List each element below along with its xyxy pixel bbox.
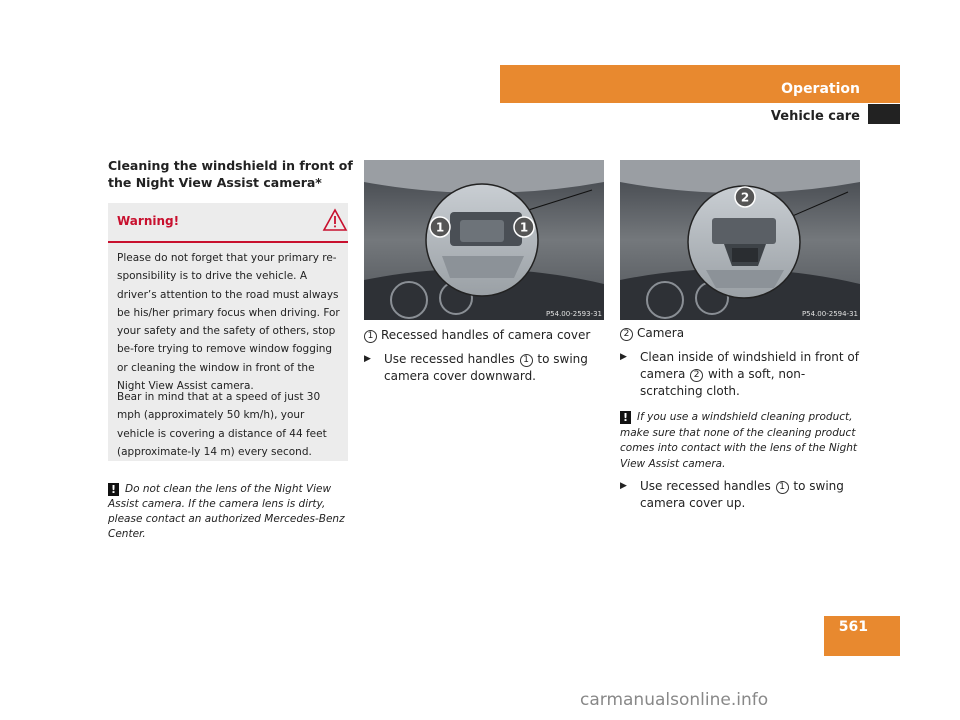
figure-1-callout-right: 1 (519, 220, 529, 235)
step-arrow-icon: ▶ (620, 352, 627, 362)
step-text-part: Use recessed handles (384, 352, 515, 366)
note-cleaning-product (620, 410, 865, 472)
step-text-part: to swing camera cover downward. (384, 352, 588, 383)
step-text-part: Clean inside of windshield in front of camera (640, 350, 859, 381)
header-marker (868, 104, 900, 124)
warning-label: Warning! (117, 214, 180, 228)
callout-number: 2 (620, 328, 633, 341)
figure-2-callout: 2 (740, 190, 750, 205)
warning-divider (108, 241, 348, 243)
step-swing-up (620, 478, 865, 512)
figure-2-illustration (620, 160, 860, 320)
step-text (640, 349, 865, 400)
callout-number: 1 (776, 481, 789, 494)
note-camera-lens (108, 482, 353, 542)
step-arrow-icon: ▶ (620, 481, 627, 491)
warning-text-2: Bear in mind that at a speed of just 30 mph (approximately 50 km/h), your vehicle is covering a distance of 44 feet (approximate-ly 14 m) every second. (117, 391, 327, 458)
step-text-part: to swing camera cover up. (640, 479, 844, 510)
callout-number: 2 (690, 369, 703, 382)
caption-text: Camera (637, 326, 685, 340)
section-heading: Cleaning the windshield in front of the Night View Assist camera* (108, 158, 353, 190)
step-arrow-icon: ▶ (364, 354, 371, 364)
watermark[interactable]: carmanualsonline.info (580, 690, 769, 710)
callout-number: 1 (520, 354, 533, 367)
note-text: Do not clean the lens of the Night View Assist camera. If the camera lens is dirty, please contact an authorized Mercedes-Benz Center. (108, 483, 345, 540)
caption-item-1 (364, 327, 609, 343)
exclamation-icon: ! (620, 411, 631, 424)
warning-text-1: Please do not forget that your primary re-sponsibility is to drive the vehicle. A driver’s attention to the road must always be his/her primary focus when driving. For your safety and the safety of others, stop be-fore trying to remove window fogging or cleaning the window in front of the Night View Assist camera. (117, 252, 340, 393)
figure-2-code: P54.00-2594-31 (801, 310, 858, 318)
note-text: If you use a windshield cleaning product, make sure that none of the cleaning product comes into contact with the lens of the Night View Assist camera. (620, 411, 858, 470)
figure-1-illustration (364, 160, 604, 320)
callout-number: 1 (364, 330, 377, 343)
exclamation-icon: ! (108, 483, 119, 496)
step-swing-down (364, 351, 604, 385)
step-text (384, 351, 604, 385)
step-text (640, 478, 865, 512)
step-text-part: Use recessed handles (640, 479, 771, 493)
figure-1-callout-left: 1 (435, 220, 445, 235)
caption-item-2 (620, 325, 865, 341)
step-text-part: with a soft, non-scratching cloth. (640, 367, 806, 398)
warning-triangle-icon (322, 208, 348, 232)
section-title: Operation (781, 81, 860, 97)
subsection-title: Vehicle care (770, 109, 860, 124)
figure-camera-cover (364, 160, 604, 320)
page-number: 561 (838, 619, 868, 635)
step-clean-windshield (620, 349, 865, 400)
caption-text: Recessed handles of camera cover (381, 328, 591, 342)
figure-camera (620, 160, 860, 320)
figure-1-code: P54.00-2593-31 (545, 310, 602, 318)
